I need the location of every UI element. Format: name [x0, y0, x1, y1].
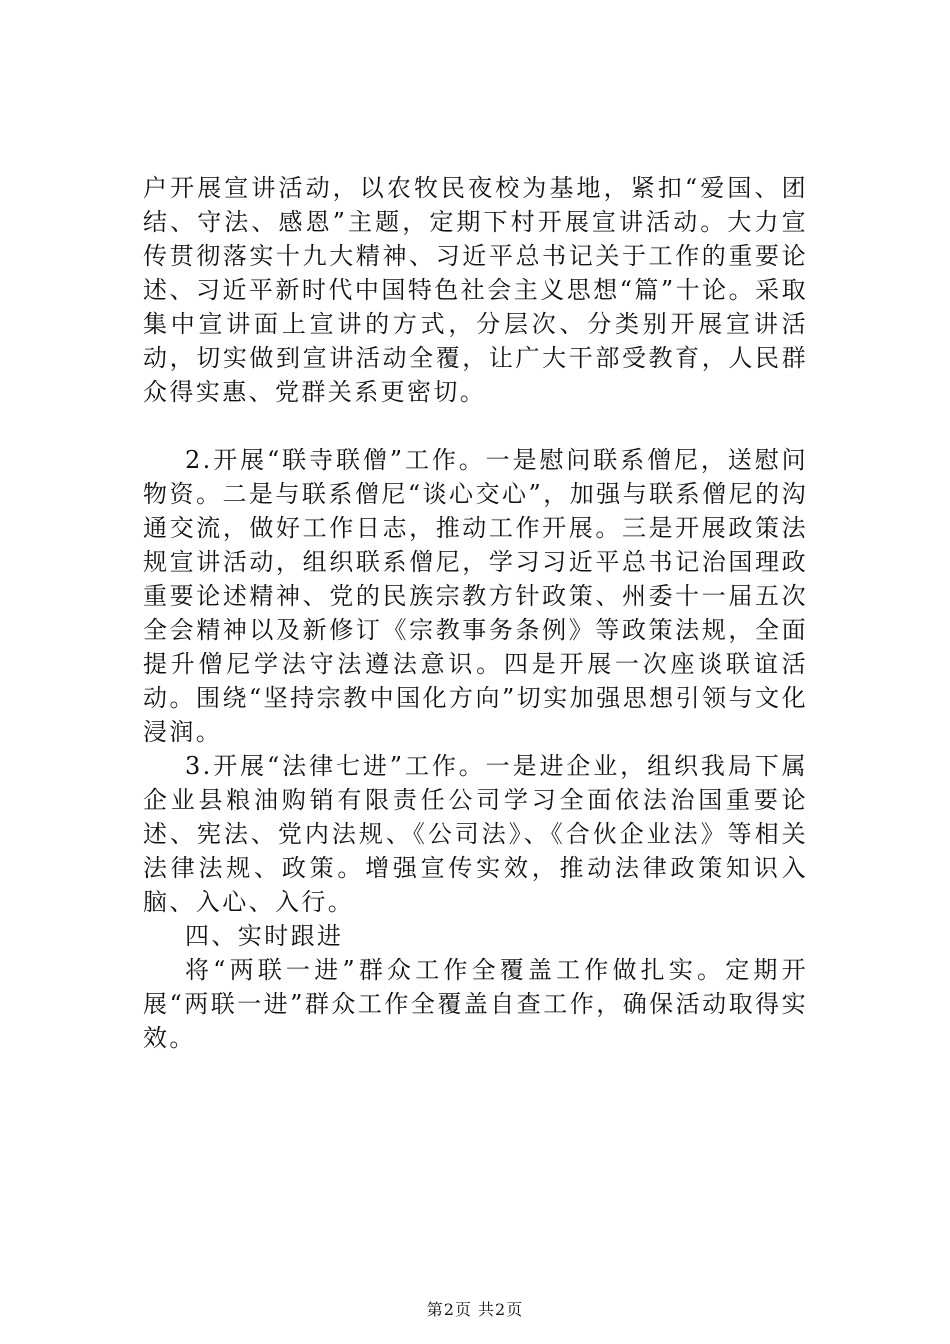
paragraph-temple-monk: 2.开展“联寺联僧”工作。一是慰问联系僧尼，送慰问物资。二是与联系僧尼“谈心交心”，加强与联系僧尼的沟通交流，做好工作日志，推动工作开展。三是开展政策法规宣讲活动，组织联系僧尼，学习习近平总书记治国理政重要论述精神、党的民族宗教方针政策、州委十一届五次全会精神以及新修订《宗教事务条例》等政策法规，全面提升僧尼学法守法遵法意识。四是开展一次座谈联谊活动。围绕“坚持宗教中国化方向”切实加强思想引领与文化浸润。 [143, 446, 808, 746]
paragraph-follow-up: 将“两联一进”群众工作全覆盖工作做扎实。定期开展“两联一进”群众工作全覆盖自查工作，确保活动取得实效。 [143, 956, 808, 1052]
document-body [143, 171, 808, 1055]
paragraph-law-seven: 3.开展“法律七进”工作。一是进企业，组织我局下属企业县粮油购销有限责任公司学习全面依法治国重要论述、宪法、党内法规、《公司法》、《合伙企业法》等相关法律法规、政策。增强宣传实效，推动法律政策知识入脑、入心、入行。 [143, 752, 808, 916]
paragraph-propaganda: 户开展宣讲活动，以农牧民夜校为基地，紧扣“爱国、团结、守法、感恩”主题，定期下村开展宣讲活动。大力宣传贯彻落实十九大精神、习近平总书记关于工作的重要论述、习近平新时代中国特色社会主义思想“篇”十论。采取集中宣讲面上宣讲的方式，分层次、分类别开展宣讲活动，切实做到宣讲活动全覆，让广大干部受教育，人民群众得实惠、党群关系更密切。 [143, 174, 808, 406]
page-footer: 第2页 共2页 [426, 1300, 524, 1319]
paragraph-gap [143, 409, 808, 443]
section-heading-follow-up: 四、实时跟进 [185, 922, 344, 950]
